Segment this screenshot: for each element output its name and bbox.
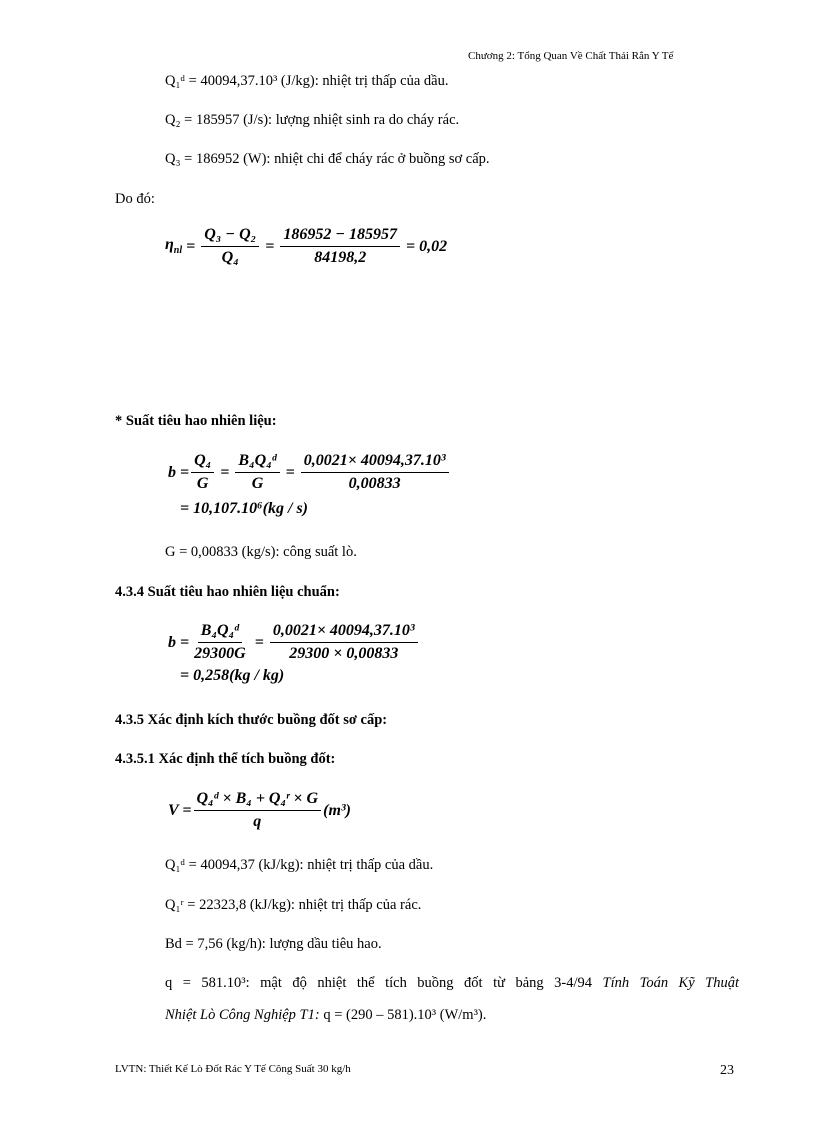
section-4-3-5-1: 4.3.5.1 Xác định thể tích buồng đốt:: [115, 751, 336, 767]
def-q-line1: q = 581.10³: mật độ nhiệt thể tích buồng đốt từ bảng 3-4/94 Tính Toán Kỹ Thuật: [165, 975, 740, 991]
section-4-3-4: 4.3.4 Suất tiêu hao nhiên liệu chuẩn:: [115, 584, 340, 600]
line-q3: Q₃ = 186952 (W): nhiệt chi để cháy rác ở buồng sơ cấp.: [165, 151, 490, 167]
equation-b-standard: b = $\frac{\text{B₄Q₄ᵈ}}{29300G}$ = $\frac{\text{0,0021× 40094,37.10³}}{29300 \times 0,00833}$: [168, 622, 420, 663]
equation-b-standard-result: = 0,258(kg / kg): [180, 667, 285, 684]
footer-title: LVTN: Thiết Kế Lò Đốt Rác Y Tế Công Suất 30 kg/h: [115, 1063, 351, 1075]
line-q2: Q₂ = 185957 (J/s): lượng nhiệt sinh ra do cháy rác.: [165, 112, 460, 128]
equation-b-fuel: b = $\frac{\text{Q₄}}{G}$ = $\frac{\text{B₄Q₄ᵈ}}{G}$ = $\frac{\text{0,0021× 40094,37.10³}}{0,00833}$: [168, 452, 451, 493]
def-q1r: Q₁ʳ = 22323,8 (kJ/kg): nhiệt trị thấp của rác.: [165, 897, 422, 913]
line-g: G = 0,00833 (kg/s): công suất lò.: [165, 544, 357, 560]
eq-v-frac: $\frac{\text{Q₄ᵈ × B₄ + Q₄ʳ × G}}{q}$: [194, 790, 322, 831]
eq-eta-lhs: $\eta_{nl}$: [165, 236, 183, 257]
equation-efficiency: $\eta_{nl}$ = $\frac{\text{Q₃ − Q₂}}{\text{Q₄}}$ = $\frac{186952 - 185957}{84198,2}$ = 0,02: [165, 226, 448, 266]
section-fuel-consumption: * Suất tiêu hao nhiên liệu:: [115, 413, 277, 429]
def-q-line2: Nhiệt Lò Công Nghiệp T1: q = (290 – 581).10³ (W/m³).: [165, 1007, 487, 1023]
eq-b2-frac2: $\frac{\text{0,0021× 40094,37.10³}}{29300 \times 0,00833}$: [270, 622, 418, 663]
def-q1d: Q₁ᵈ = 40094,37 (kJ/kg): nhiệt trị thấp của dầu.: [165, 857, 434, 873]
equation-b-fuel-result: = 10,107.10⁶(kg / s): [180, 500, 309, 517]
eq-eta-frac1: $\frac{\text{Q₃ − Q₂}}{\text{Q₄}}$: [201, 226, 259, 267]
line-do-do: Do đó:: [115, 191, 155, 207]
equation-volume: V = $\frac{\text{Q₄ᵈ × B₄ + Q₄ʳ × G}}{q}$ (m³): [168, 790, 352, 830]
eq-b1-frac3: $\frac{\text{0,0021× 40094,37.10³}}{0,00833}$: [301, 452, 449, 493]
section-4-3-5: 4.3.5 Xác định kích thước buồng đốt sơ cấp:: [115, 712, 388, 728]
eq-b1-frac1: $\frac{\text{Q₄}}{G}$: [191, 452, 214, 493]
eq-eta-frac2: $\frac{186952 - 185957}{84198,2}$: [280, 226, 400, 267]
line-q1d: Q₁ᵈ = 40094,37.10³ (J/kg): nhiệt trị thấp của dầu.: [165, 73, 449, 89]
running-header: Chương 2: Tổng Quan Về Chất Thải Rắn Y Tế: [468, 50, 674, 62]
page-number: 23: [720, 1063, 734, 1078]
eq-b2-frac1: $\frac{\text{B₄Q₄ᵈ}}{29300G}$: [194, 622, 246, 662]
eq-b1-frac2: $\frac{\text{B₄Q₄ᵈ}}{G}$: [235, 452, 279, 493]
def-bd: Bd = 7,56 (kg/h): lượng dầu tiêu hao.: [165, 936, 382, 952]
